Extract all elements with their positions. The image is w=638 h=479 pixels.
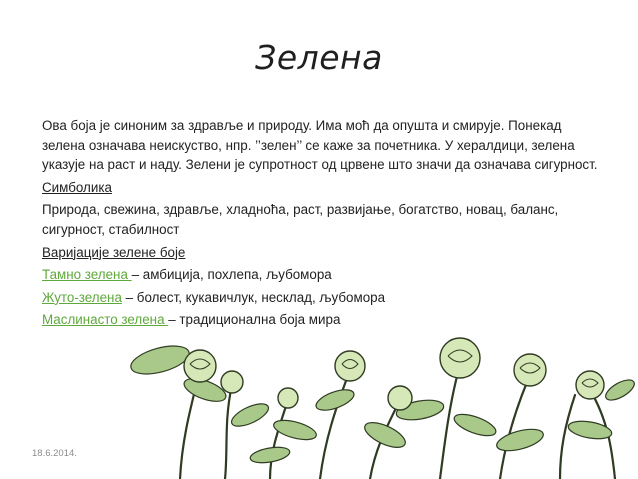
- variation-name: Маслинасто зелена: [42, 312, 169, 328]
- intro-paragraph: Ова боја је синоним за здравље и природу. Има моћ да опушта и смирује. Понекад зелена означава неискуство, нпр. ’’зелен’’ се каже за почетника. У хералдици, зелена указује на раст и наду. Зелени је супротност од црвене што значи да означава сигурност.: [42, 118, 598, 173]
- variation-item-dark-green: [42, 265, 608, 285]
- variation-name: Жуто-зелена: [42, 289, 122, 305]
- variation-desc: – болест, кукавичлук, несклад, љубомора: [121, 289, 386, 305]
- variation-desc: – амбиција, похлепа, љубомора: [131, 267, 332, 283]
- slide-title: Зелена: [255, 38, 383, 77]
- variation-item-yellow-green: [42, 288, 608, 308]
- slide-body: [42, 116, 608, 333]
- symbolism-text: Природа, свежина, здравље, хладноћа, раст, развијање, богатство, новац, баланс, сигурност, стабилност: [42, 202, 559, 237]
- variation-item-olive-green: [42, 310, 608, 330]
- symbolism-heading: Симболика: [42, 179, 112, 195]
- rose-bush-illustration: [120, 330, 638, 479]
- slide-date: 18.6.2014.: [32, 448, 77, 459]
- variations-heading: Варијације зелене боје: [42, 244, 186, 260]
- variation-desc: – традиционална боја мира: [168, 312, 341, 328]
- variation-name: Тамно зелена: [42, 267, 132, 283]
